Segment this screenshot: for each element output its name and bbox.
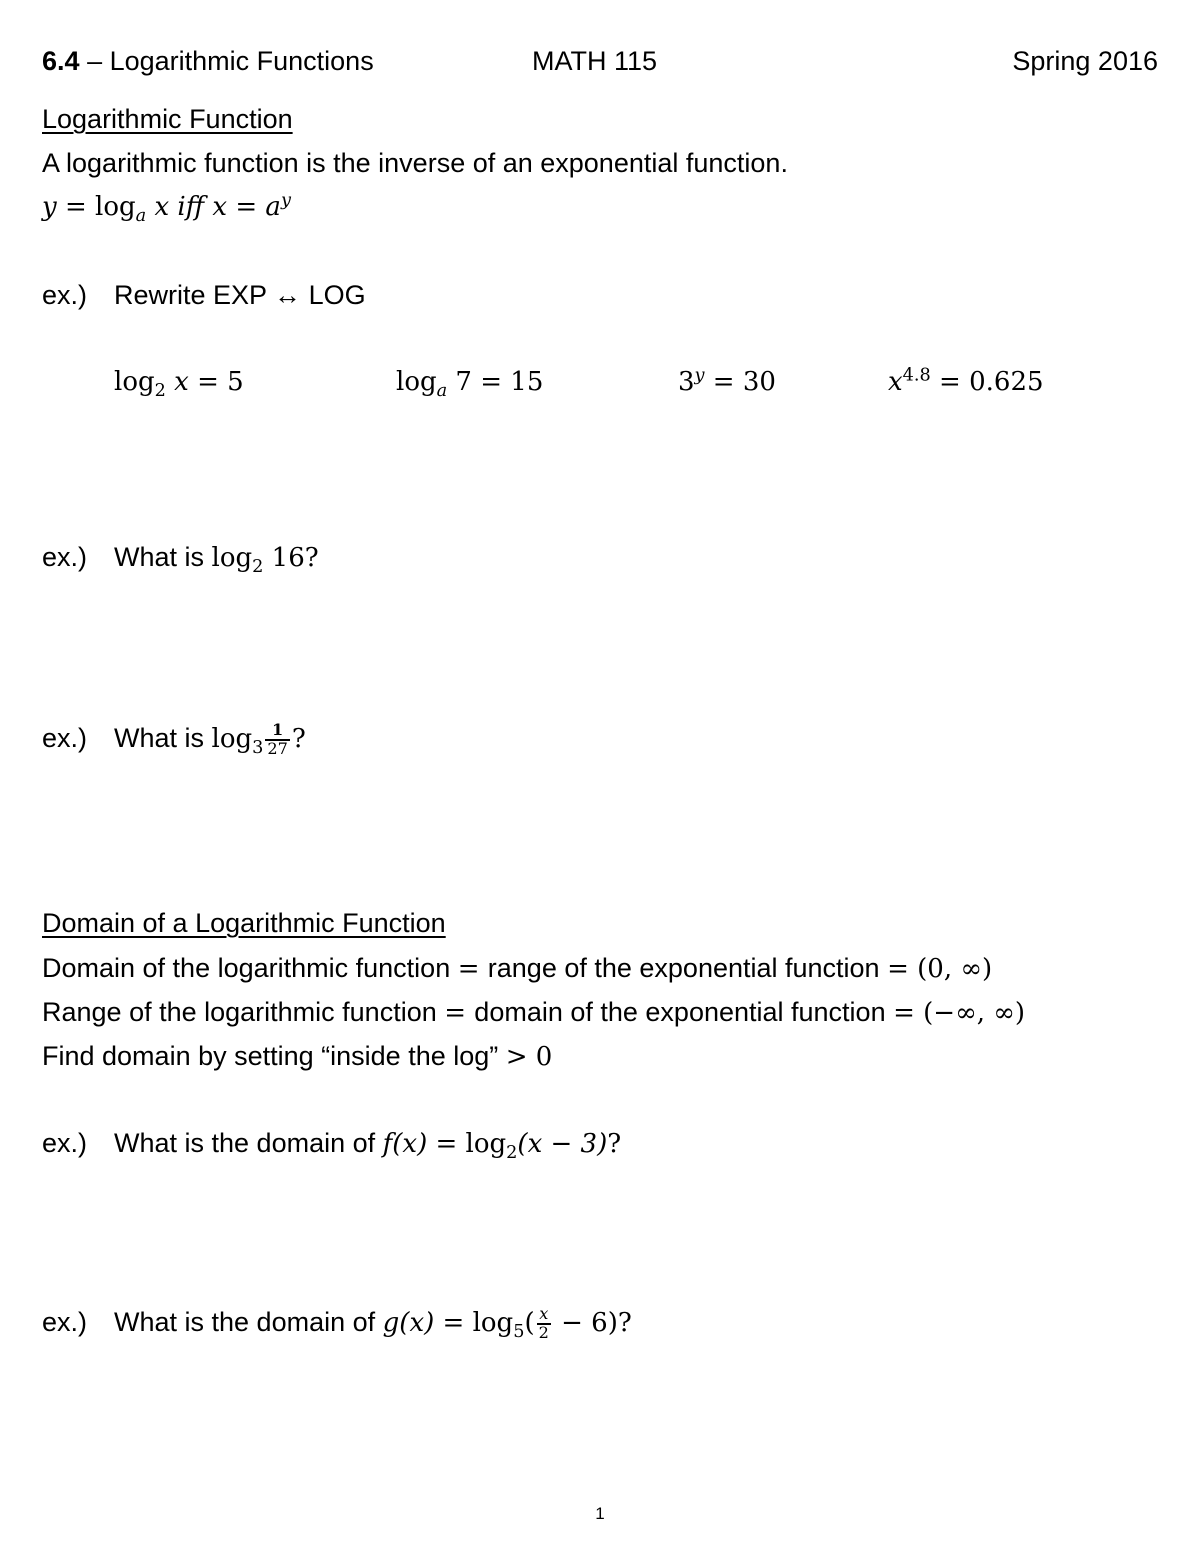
page-number: 1 <box>595 1504 605 1523</box>
ex1-item-2: $\log_a 7 = 15$ <box>396 367 544 402</box>
example-rewrite <box>42 280 366 311</box>
example-domain-g: ex.) What is the domain of $g(x) = \log_5$( $\frac{x}{2}$ − 6)? <box>42 1304 632 1343</box>
domain-rule-line: Find domain by setting “inside the log” > 0 <box>42 1041 553 1072</box>
example-log2-16: ex.) What is $\log_2 16$? <box>42 542 319 578</box>
example-log3-fraction: ex.) What is $\log_3$ $\frac{1}{27}$ ? <box>42 720 306 759</box>
section-number: 6.4 <box>42 46 80 76</box>
definition-text: A logarithmic function is the inverse of an exponential function. <box>42 148 788 178</box>
example-label: ex.) <box>42 542 88 572</box>
domain-line-1: Domain of the logarithmic function = range of the exponential function = (0, ∞) <box>42 953 993 984</box>
example-domain-f: ex.) What is the domain of $f(x) = \log_2(x - 3)$? <box>42 1128 622 1164</box>
ex1-item-3: $3^y = 30$ <box>678 365 776 397</box>
definition-formula: $y = \log_a x$ iff $x = a^y$ <box>42 190 291 227</box>
header-left <box>42 46 374 77</box>
ex1-item-1: $\log_2 x = 5$ <box>114 367 244 402</box>
term: Spring 2016 <box>1012 46 1158 76</box>
section-heading-domain: Domain of a Logarithmic Function <box>42 908 446 938</box>
fraction: $\frac{x}{2}$ <box>538 1304 549 1342</box>
example-label: ex.) <box>42 1128 88 1158</box>
example-label: ex.) <box>42 280 88 310</box>
example-label: ex.) <box>42 1306 88 1337</box>
course-name: MATH 115 <box>532 46 658 76</box>
section-heading-logarithmic-function: Logarithmic Function <box>42 104 293 134</box>
fraction: $\frac{1}{27}$ <box>267 720 288 758</box>
range-line: Range of the logarithmic function = domain of the exponential function = (−∞, ∞) <box>42 997 1026 1028</box>
section-title: – Logarithmic Functions <box>87 46 374 76</box>
ex1-item-4: $x^{4.8} = 0.625$ <box>888 365 1044 397</box>
example-label: ex.) <box>42 722 88 753</box>
example-text: Rewrite EXP ↔ LOG <box>114 280 366 310</box>
